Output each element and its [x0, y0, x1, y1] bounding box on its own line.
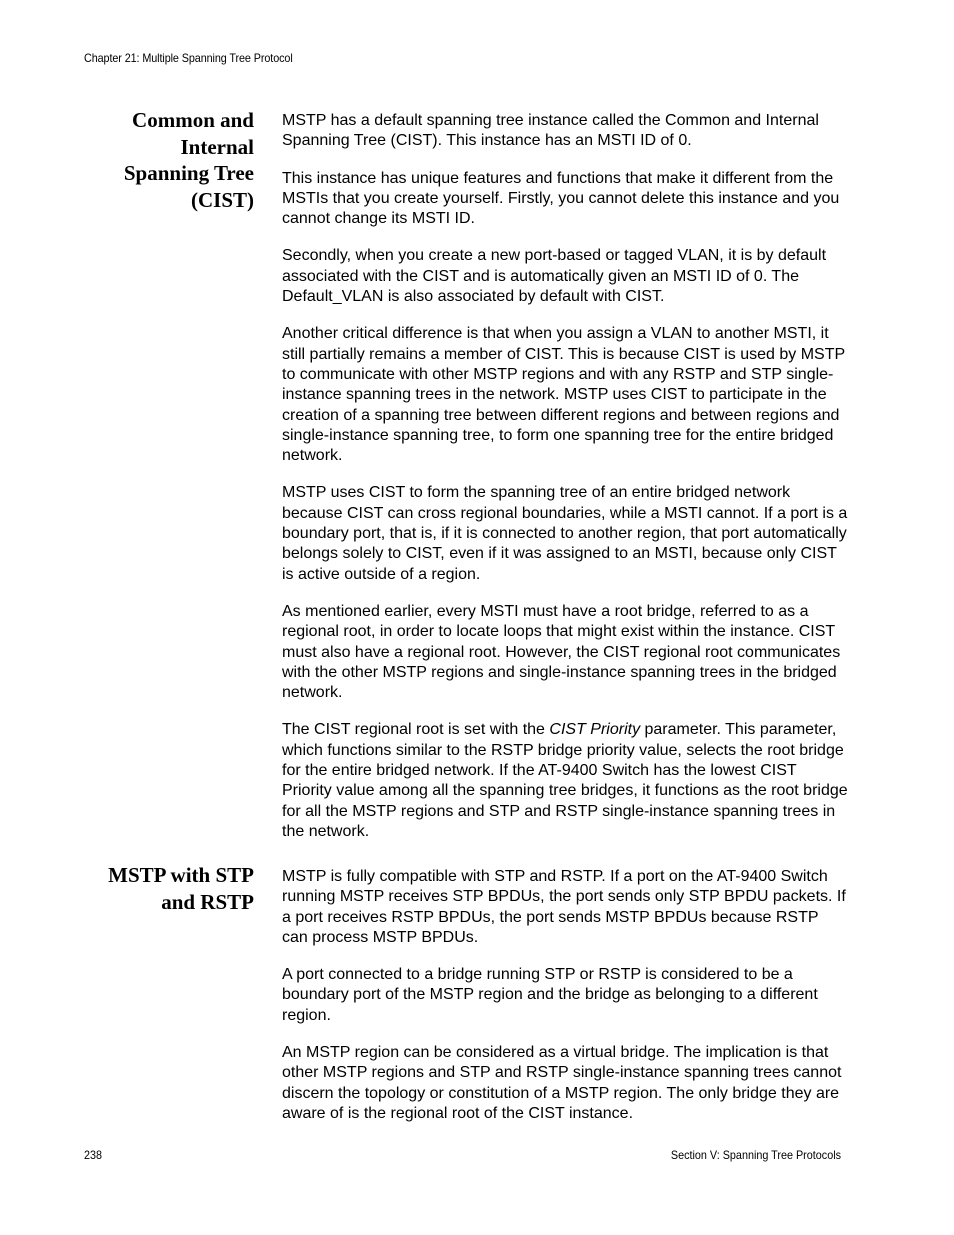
paragraph: Secondly, when you create a new port-based or tagged VLAN, it is by default associated with the CIST and is automatically given an MSTI ID of 0. The Default_VLAN is also associated by default with CIST.: [282, 247, 827, 306]
paragraph: MSTP has a default spanning tree instance called the Common and Internal Spanning Tree (CIST). This instance has an MSTI ID of 0.: [282, 112, 819, 150]
paragraph: This instance has unique features and functions that make it different from the MSTIs that you create yourself. Firstly, you cannot delete this instance and you cannot change its MSTI ID.: [282, 169, 840, 228]
section-body-mstp-stp-rstp: [282, 867, 848, 1141]
paragraph: An MSTP region can be considered as a virtual bridge. The implication is that other MSTP regions and STP and RSTP single-instance spanning trees cannot discern the topology or constitution of a MSTP region. The only bridge they are aware of is the regional root of the CIST instance.: [282, 1044, 842, 1122]
paragraph: A port connected to a bridge running STP or RSTP is considered to be a boundary port of the MSTP region and the bridge as belonging to a different region.: [282, 966, 818, 1024]
paragraph: As mentioned earlier, every MSTI must have a root bridge, referred to as a regional root, in order to locate loops that might exist within the instance. CIST must also have a regional root. However, the CIST regional root communicates with the other MSTP regions and single-instance spanning trees in the bridged network.: [282, 602, 841, 702]
heading-line: Internal: [180, 134, 254, 159]
text-run: The CIST regional root is set with the: [282, 721, 550, 739]
section-heading-mstp-stp-rstp: [74, 862, 254, 915]
paragraph: Another critical difference is that when you assign a VLAN to another MSTI, it still partially remains a member of CIST. This is because CIST is used by MSTP to communicate with other MSTP regions and with any RSTP and STP single-instance spanning trees in the network. MSTP uses CIST to participate in the creation of a spanning tree between different regions and between regions and single-instance spanning tree, to form one spanning tree for the entire bridged network.: [282, 325, 845, 465]
paragraph-cist-priority: [282, 720, 848, 842]
heading-line: Common and: [132, 108, 254, 132]
heading-line: (CIST): [190, 187, 254, 212]
heading-line: and RSTP: [161, 889, 254, 914]
page-number: 238: [84, 1148, 103, 1162]
section-heading-cist: [74, 107, 254, 213]
running-header: Chapter 21: Multiple Spanning Tree Protocol: [84, 51, 293, 65]
section-body-cist: [282, 111, 848, 859]
heading-line: Spanning Tree: [123, 161, 254, 185]
emphasis-parameter-name: CIST Priority: [549, 721, 641, 739]
heading-line: MSTP with STP: [108, 863, 254, 887]
running-footer-section: Section V: Spanning Tree Protocols: [670, 1148, 841, 1162]
text-run: parameter. This parameter, which functions similar to the RSTP bridge priority value, selects the root bridge for the entire bridged network. If the AT-9400 Switch has the lowest CIST Priority value among all the spanning tree bridges, it functions as the root bridge for all the MSTP regions and STP and RSTP single-instance spanning trees in the network.: [282, 721, 848, 840]
paragraph: MSTP is fully compatible with STP and RSTP. If a port on the AT-9400 Switch running MSTP receives STP BPDUs, the port sends only STP BPDU packets. If a port receives RSTP BPDUs, the port sends MSTP BPDUs because RSTP can process MSTP BPDUs.: [282, 868, 846, 946]
paragraph: MSTP uses CIST to form the spanning tree of an entire bridged network because CIST can cross regional boundaries, while a MSTI cannot. If a port is a boundary port, that is, if it is connected to another region, that port automatically belongs solely to CIST, even if it was assigned to an MSTI, because only CIST is active outside of a region.: [282, 484, 848, 583]
